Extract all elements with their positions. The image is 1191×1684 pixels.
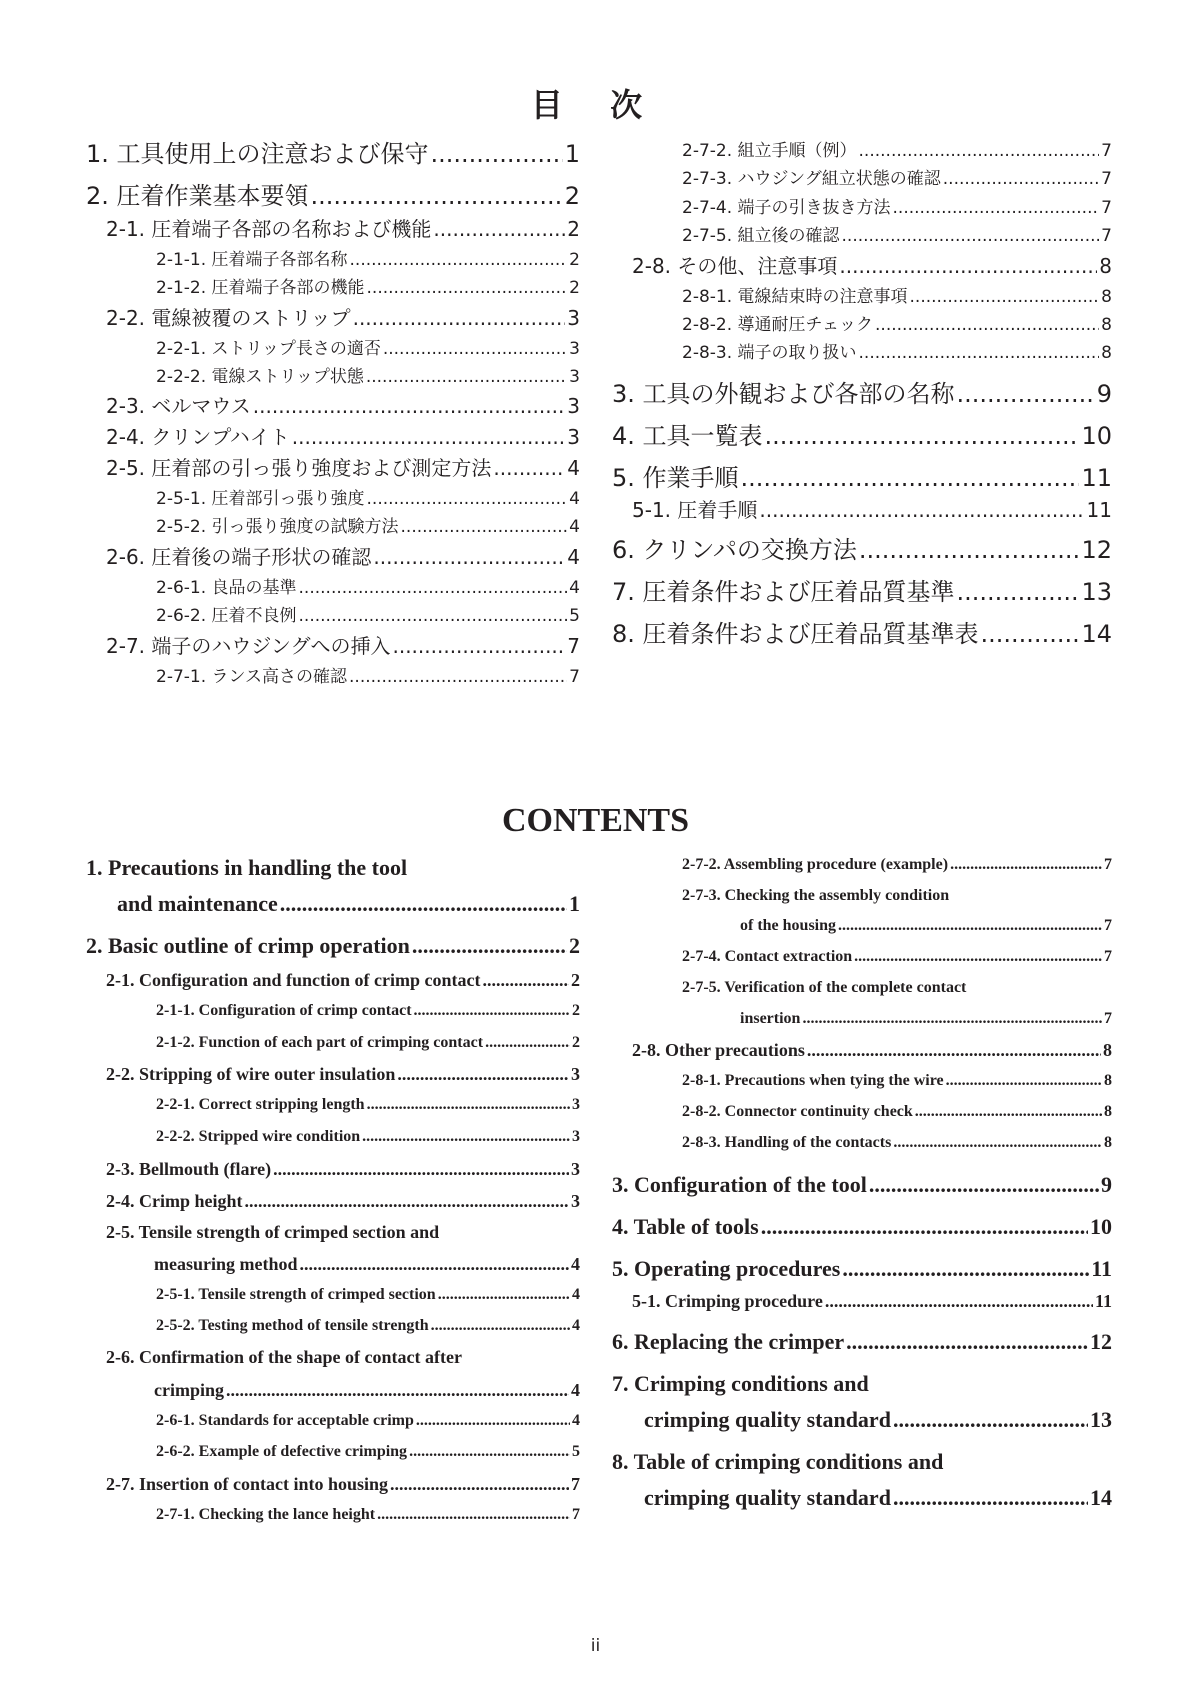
toc-entry-page: 3 <box>572 1096 580 1113</box>
toc-entry-title: 2-1-2. Function of each part of crimping contact <box>156 1034 484 1051</box>
toc-entry-page: 4 <box>572 1286 580 1303</box>
toc-entry[interactable] <box>156 1443 580 1461</box>
toc-entry[interactable] <box>682 136 1112 161</box>
toc-entry[interactable] <box>644 1407 1112 1433</box>
toc-entry-title: 2-8-3. Handling of the contacts <box>682 1134 892 1151</box>
toc-entry[interactable] <box>156 362 580 387</box>
toc-entry[interactable] <box>106 390 580 419</box>
toc-entry-page: 9 <box>1101 1172 1112 1197</box>
toc-entry-page: 4 <box>572 1412 580 1429</box>
toc-entry-page: 14 <box>1090 1485 1112 1510</box>
toc-entry-page: 3 <box>571 1191 580 1211</box>
toc-entry-page: 8 <box>1103 1040 1112 1060</box>
toc-entry-title: 2-5-1. Tensile strength of crimped section <box>156 1286 436 1303</box>
toc-entry[interactable] <box>106 1064 580 1085</box>
toc-entry-page: 4 <box>571 1380 580 1400</box>
toc-entry-page: 2 <box>572 1002 580 1019</box>
toc-entry[interactable] <box>106 452 580 481</box>
toc-entry-title[interactable]: 2-7-5. Verification of the complete contact <box>682 979 967 996</box>
toc-entry-title: 6. Replacing the crimper <box>612 1329 845 1354</box>
toc-entry[interactable] <box>682 1072 1112 1090</box>
toc-entry[interactable] <box>156 334 580 359</box>
toc-entry-title: 2-7-5. 組立後の確認 <box>682 226 840 246</box>
toc-entry[interactable] <box>682 310 1112 335</box>
toc-entry-page: 4 <box>571 1254 580 1274</box>
toc-entry-page: 12 <box>1090 1329 1112 1354</box>
toc-entry-page: 4 <box>569 578 580 598</box>
toc-entry-title: 2-7-2. 組立手順（例） <box>682 141 857 161</box>
toc-entry-title: 2-6-1. 良品の基準 <box>156 578 297 598</box>
toc-entry-page: 3 <box>571 1159 580 1179</box>
toc-entry-title: 2-7-2. Assembling procedure (example) <box>682 856 949 873</box>
toc-entry[interactable] <box>106 1191 580 1212</box>
toc-entry-title: 2-8. Other precautions <box>632 1040 805 1060</box>
toc-entry-page: 2 <box>569 933 580 958</box>
toc-entry-page: 7 <box>571 1474 580 1494</box>
toc-entry[interactable] <box>612 458 1112 493</box>
toc-entry[interactable] <box>156 1128 580 1146</box>
toc-entry-title: 2. 圧着作業基本要領 <box>86 182 309 210</box>
toc-entry[interactable] <box>117 891 580 917</box>
toc-entry[interactable] <box>682 193 1112 218</box>
toc-entry-page: 8 <box>1101 287 1112 307</box>
toc-entry-title[interactable]: 2-7-3. Checking the assembly condition <box>682 887 950 904</box>
toc-entry[interactable] <box>156 662 580 687</box>
toc-entry-title: 5-1. 圧着手順 <box>632 498 758 522</box>
toc-entry-title: 2-4. クリンプハイト <box>106 425 290 449</box>
toc-entry-title: 2-5-2. Testing method of tensile strength <box>156 1317 429 1334</box>
toc-entry-title[interactable]: 2-5. Tensile strength of crimped section and <box>106 1222 440 1242</box>
toc-entry[interactable] <box>106 1159 580 1180</box>
toc-entry-title: 8. 圧着条件および圧着品質基準表 <box>612 620 979 648</box>
toc-entry-title: 5. Operating procedures <box>612 1256 841 1281</box>
toc-entry[interactable] <box>154 1254 580 1275</box>
toc-entry-title: 2-1-1. 圧着端子各部名称 <box>156 250 348 270</box>
toc-entry-title: 2-5. 圧着部の引っ張り強度および測定方法 <box>106 456 492 480</box>
toc-entry[interactable] <box>612 1172 1112 1198</box>
toc-entry[interactable] <box>86 933 580 959</box>
toc-entry[interactable] <box>156 273 580 298</box>
toc-entry[interactable] <box>86 176 580 211</box>
toc-entry-page: 13 <box>1081 578 1112 606</box>
toc-entry-title: 6. クリンパの交換方法 <box>612 536 857 564</box>
toc-entry-page: 7 <box>1104 948 1112 965</box>
toc-entry-title: 2-5-2. 引っ張り強度の試験方法 <box>156 517 399 537</box>
toc-entry[interactable] <box>612 614 1112 649</box>
toc-entry-page: 3 <box>567 306 580 330</box>
toc-entry[interactable] <box>106 213 580 242</box>
toc-entry[interactable] <box>612 1214 1112 1240</box>
toc-entry[interactable] <box>86 134 580 169</box>
toc-entry-title: 2-5-1. 圧着部引っ張り強度 <box>156 489 365 509</box>
toc-entry[interactable] <box>612 1256 1112 1282</box>
toc-entry-title: 2-6-2. 圧着不良例 <box>156 606 297 626</box>
toc-entry-page: 8 <box>1099 254 1112 278</box>
toc-entry[interactable] <box>156 1034 580 1052</box>
toc-entry[interactable] <box>740 1010 1112 1028</box>
toc-entry-title: 5-1. Crimping procedure <box>632 1291 823 1311</box>
toc-entry-page: 3 <box>567 425 580 449</box>
toc-entry[interactable] <box>106 630 580 659</box>
toc-entry-title: 2-6-2. Example of defective crimping <box>156 1443 408 1460</box>
toc-entry-title: 7. 圧着条件および圧着品質基準 <box>612 578 955 606</box>
toc-entry[interactable] <box>156 484 580 509</box>
toc-entry-title[interactable]: 2-6. Confirmation of the shape of contact after <box>106 1347 462 1367</box>
toc-entry-title: 2-7-1. Checking the lance height <box>156 1506 376 1523</box>
english-contents-title: CONTENTS <box>501 802 690 839</box>
toc-entry-title: 3. 工具の外観および各部の名称 <box>612 380 955 408</box>
toc-entry-page: 4 <box>567 456 580 480</box>
toc-entry-title: 2-3. ベルマウス <box>106 394 251 418</box>
toc-entry-page: 9 <box>1096 380 1112 408</box>
toc-entry-page: 7 <box>572 1506 580 1523</box>
toc-entry-page: 2 <box>572 1034 580 1051</box>
toc-entry-page: 4 <box>567 545 580 569</box>
toc-entry[interactable] <box>682 164 1112 189</box>
toc-entry-page: 7 <box>1101 169 1112 189</box>
toc-entry-title: 2-8-3. 端子の取り扱い <box>682 343 857 363</box>
toc-entry-title: measuring method <box>154 1254 298 1274</box>
toc-entry-title: 2-1-1. Configuration of crimp contact <box>156 1002 412 1019</box>
toc-entry-page: 7 <box>569 667 580 687</box>
toc-entry-title: 2-7-4. Contact extraction <box>682 948 853 965</box>
toc-entry[interactable] <box>106 302 580 331</box>
toc-entry[interactable] <box>106 541 580 570</box>
toc-entry-page: 7 <box>567 634 580 658</box>
toc-entry[interactable] <box>682 948 1112 966</box>
toc-entry-title[interactable]: 8. Table of crimping conditions and <box>612 1449 944 1474</box>
toc-entry-page: 7 <box>1101 141 1112 161</box>
toc-entry-page: 2 <box>569 250 580 270</box>
toc-entry-page: 11 <box>1086 498 1112 522</box>
toc-entry-title: 2-1. 圧着端子各部の名称および機能 <box>106 217 432 241</box>
toc-entry-title: 2-4. Crimp height <box>106 1191 243 1211</box>
page-number: ii <box>590 1636 601 1656</box>
toc-entry[interactable] <box>682 282 1112 307</box>
toc-entry[interactable] <box>612 416 1112 451</box>
toc-entry[interactable] <box>156 245 580 270</box>
toc-entry-title: insertion <box>740 1010 801 1027</box>
toc-entry-page: 4 <box>572 1317 580 1334</box>
toc-entry-page: 8 <box>1101 315 1112 335</box>
toc-entry-page: 10 <box>1081 422 1112 450</box>
toc-entry-page: 1 <box>564 140 580 168</box>
toc-entry-title: 5. 作業手順 <box>612 464 739 492</box>
toc-entry-page: 11 <box>1094 1291 1112 1311</box>
toc-entry-title: 2-2-1. Correct stripping length <box>156 1096 365 1113</box>
toc-entry-page: 7 <box>1104 856 1112 873</box>
toc-entry-page: 2 <box>569 278 580 298</box>
toc-entry-page: 3 <box>572 1128 580 1145</box>
toc-entry[interactable] <box>682 1134 1112 1152</box>
toc-entry-title: 2-2-2. 電線ストリップ状態 <box>156 367 364 387</box>
toc-entry[interactable] <box>612 572 1112 607</box>
toc-entry-title: crimping <box>154 1380 224 1400</box>
toc-entry[interactable] <box>612 530 1112 565</box>
toc-entry[interactable] <box>156 1286 580 1304</box>
toc-entry-title: 3. Configuration of the tool <box>612 1172 867 1197</box>
toc-entry-title: crimping quality standard <box>644 1407 891 1432</box>
toc-entry[interactable] <box>632 250 1112 279</box>
toc-entry-page: 8 <box>1104 1103 1112 1120</box>
toc-entry-page: 3 <box>569 339 580 359</box>
toc-entry-title: 2-2. Stripping of wire outer insulation <box>106 1064 396 1084</box>
toc-entry[interactable] <box>106 421 580 450</box>
toc-entry[interactable] <box>154 1380 580 1401</box>
toc-entry-title: 2-8-1. 電線結束時の注意事項 <box>682 287 908 307</box>
toc-entry[interactable] <box>632 1040 1112 1061</box>
toc-entry-title: 2-2-1. ストリップ長さの適否 <box>156 339 381 359</box>
toc-entry[interactable] <box>740 917 1112 935</box>
toc-entry-title: 2-2. 電線被覆のストリップ <box>106 306 351 330</box>
toc-entry-page: 12 <box>1081 536 1112 564</box>
toc-entry-title: 2-7. 端子のハウジングへの挿入 <box>106 634 391 658</box>
toc-entry-page: 11 <box>1091 1256 1112 1281</box>
toc-entry-page: 8 <box>1104 1072 1112 1089</box>
toc-entry-title: 2-7. Insertion of contact into housing <box>106 1474 389 1494</box>
toc-entry[interactable] <box>682 221 1112 246</box>
toc-entry-title: 2-8. その他、注意事項 <box>632 254 838 278</box>
toc-entry-page: 7 <box>1101 226 1112 246</box>
toc-entry[interactable] <box>612 1329 1112 1355</box>
toc-entry-title: crimping quality standard <box>644 1485 891 1510</box>
toc-entry-page: 2 <box>564 182 580 210</box>
toc-entry-page: 7 <box>1104 917 1112 934</box>
toc-entry-title: 2-1. Configuration and function of crimp contact <box>106 970 481 990</box>
toc-entry[interactable] <box>644 1485 1112 1511</box>
toc-entry-page: 7 <box>1101 198 1112 218</box>
toc-entry-title: 1. 工具使用上の注意および保守 <box>86 140 429 168</box>
toc-entry-page: 11 <box>1081 464 1112 492</box>
toc-entry[interactable] <box>156 1506 580 1524</box>
toc-entry-page: 4 <box>569 517 580 537</box>
toc-entry-title: of the housing <box>740 917 837 934</box>
toc-entry-title: 2-8-2. 導通耐圧チェック <box>682 315 874 335</box>
toc-entry-title: 2-7-4. 端子の引き抜き方法 <box>682 198 891 218</box>
toc-entry-page: 3 <box>569 367 580 387</box>
toc-entry[interactable] <box>682 856 1112 874</box>
toc-entry-page: 3 <box>571 1064 580 1084</box>
toc-entry-title: 4. Table of tools <box>612 1214 759 1239</box>
toc-entry-title: 2-7-1. ランス高さの確認 <box>156 667 348 687</box>
toc-entry[interactable] <box>156 1002 580 1020</box>
toc-entry-title: 2-6. 圧着後の端子形状の確認 <box>106 545 372 569</box>
toc-entry-title: 2. Basic outline of crimp operation <box>86 933 410 958</box>
toc-entry[interactable] <box>156 512 580 537</box>
toc-entry[interactable] <box>156 1317 580 1335</box>
toc-entry-page: 13 <box>1090 1407 1112 1432</box>
toc-entry-title: 2-1-2. 圧着端子各部の機能 <box>156 278 365 298</box>
toc-entry[interactable] <box>632 1291 1112 1312</box>
toc-entry-title[interactable]: 1. Precautions in handling the tool <box>86 855 408 880</box>
toc-entry-title: 2-8-2. Connector continuity check <box>682 1103 913 1120</box>
japanese-toc-title: 目 次 <box>530 86 661 124</box>
toc-entry-title: 2-6-1. Standards for acceptable crimp <box>156 1412 414 1429</box>
toc-entry[interactable] <box>106 1474 580 1495</box>
toc-entry-page: 2 <box>571 970 580 990</box>
toc-entry[interactable] <box>106 970 580 991</box>
toc-entry-title: 2-2-2. Stripped wire condition <box>156 1128 361 1145</box>
toc-entry[interactable] <box>156 573 580 598</box>
toc-entry-page: 5 <box>572 1443 580 1460</box>
toc-entry[interactable] <box>612 374 1112 409</box>
toc-entry-title: and maintenance <box>117 891 278 916</box>
toc-entry[interactable] <box>156 1096 580 1114</box>
toc-entry[interactable] <box>632 494 1112 523</box>
toc-entry-page: 2 <box>567 217 580 241</box>
toc-entry-title: 2-3. Bellmouth (flare) <box>106 1159 272 1179</box>
toc-entry-page: 8 <box>1104 1134 1112 1151</box>
toc-entry-title: 2-8-1. Precautions when tying the wire <box>682 1072 944 1089</box>
toc-entry-page: 14 <box>1081 620 1112 648</box>
toc-entry[interactable] <box>156 1412 580 1430</box>
toc-entry-page: 1 <box>569 891 580 916</box>
toc-entry-page: 4 <box>569 489 580 509</box>
toc-entry[interactable] <box>682 1103 1112 1121</box>
toc-entry-page: 3 <box>567 394 580 418</box>
toc-entry-title[interactable]: 7. Crimping conditions and <box>612 1371 869 1396</box>
toc-entry-page: 10 <box>1090 1214 1112 1239</box>
toc-entry-page: 5 <box>569 606 580 626</box>
toc-entry-title: 4. 工具一覧表 <box>612 422 763 450</box>
toc-entry[interactable] <box>682 338 1112 363</box>
toc-entry-title: 2-7-3. ハウジング組立状態の確認 <box>682 169 941 189</box>
toc-entry-page: 8 <box>1101 343 1112 363</box>
toc-entry[interactable] <box>156 601 580 626</box>
toc-entry-page: 7 <box>1104 1010 1112 1027</box>
